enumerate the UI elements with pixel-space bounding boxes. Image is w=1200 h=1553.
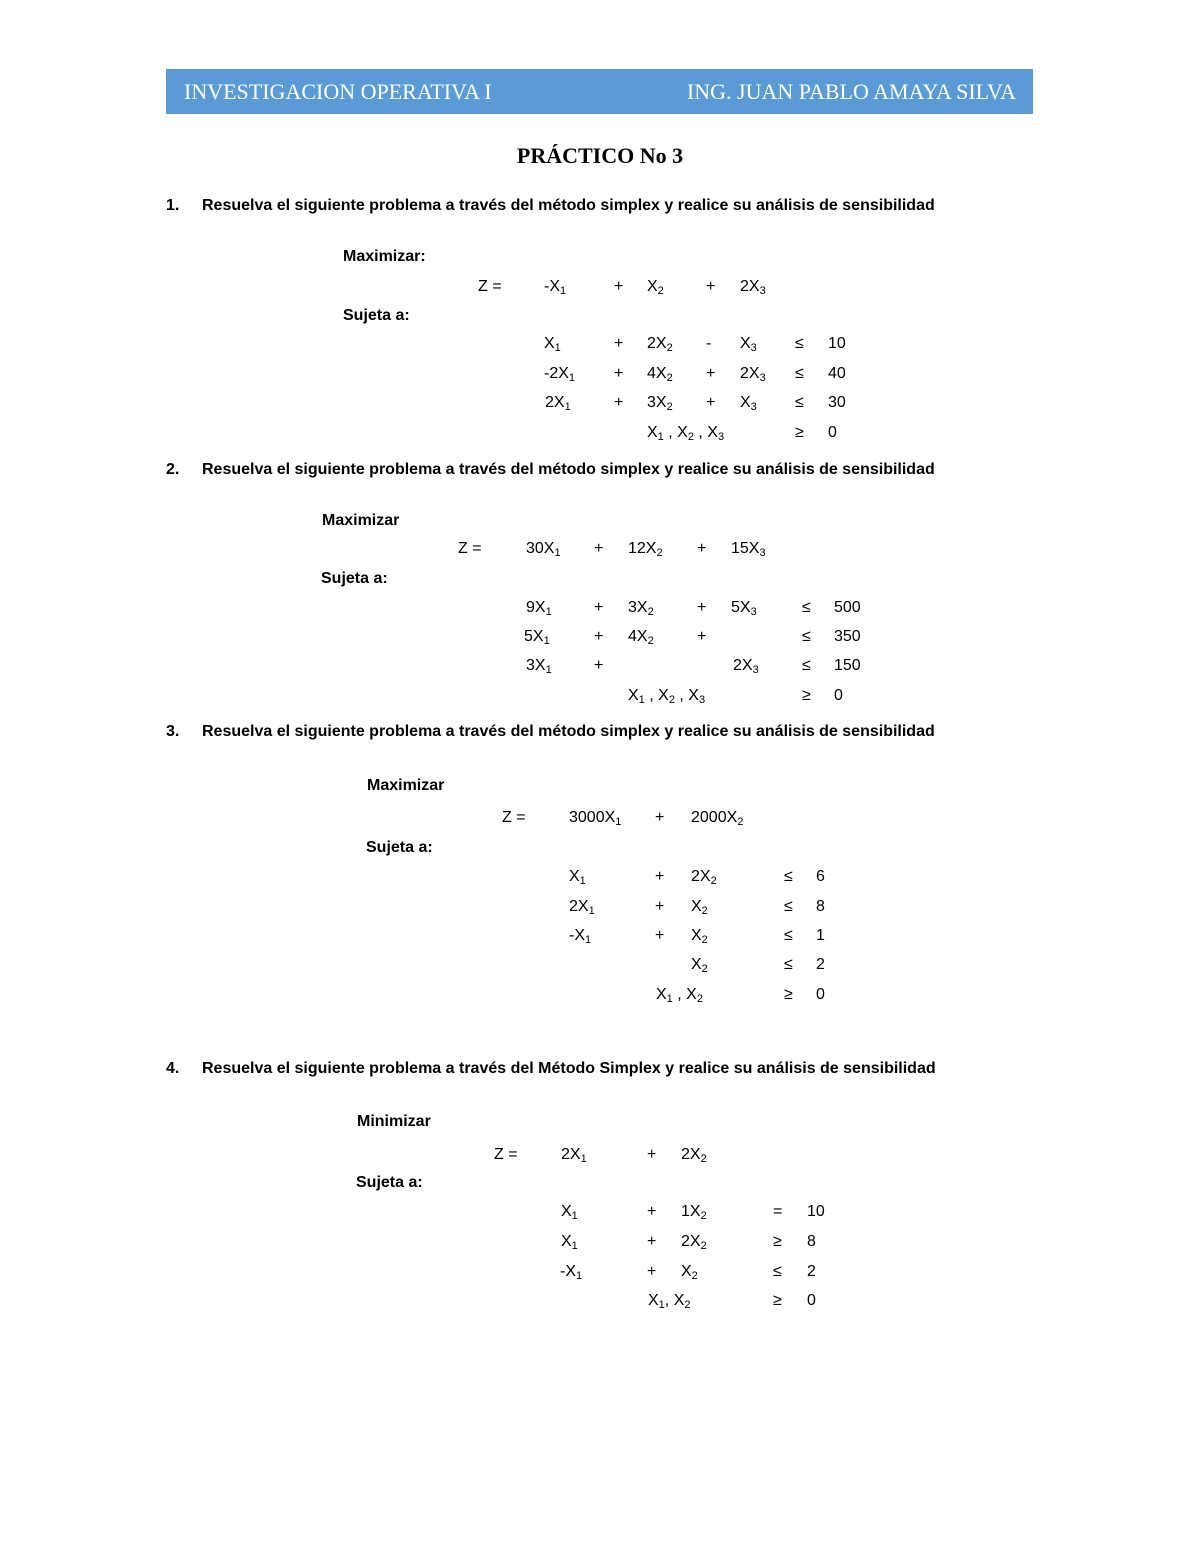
constraints-label: Sujeta a: bbox=[366, 839, 433, 856]
term: $2X_1$ bbox=[545, 394, 571, 413]
relation: ≤ bbox=[795, 394, 804, 411]
term: $5X_3$ bbox=[731, 599, 757, 618]
relation: ≤ bbox=[784, 898, 793, 915]
term: $2X_2$ bbox=[647, 335, 673, 354]
term: $X_2$ bbox=[647, 278, 664, 297]
course-title: INVESTIGACION OPERATIVA I bbox=[184, 79, 492, 104]
term: $4X_2$ bbox=[647, 365, 673, 384]
term: $2X_2$ bbox=[681, 1146, 707, 1165]
relation: ≥ bbox=[802, 687, 811, 704]
document-title: PRÁCTICO No 3 bbox=[516, 143, 684, 168]
operator: + bbox=[614, 394, 624, 411]
z-label: Z = bbox=[494, 1146, 518, 1163]
term: $-X_1$ bbox=[560, 1263, 583, 1282]
problem-number: 2. bbox=[166, 461, 180, 478]
operator: + bbox=[614, 335, 624, 352]
relation: ≤ bbox=[784, 956, 793, 973]
instructor-name: ING. JUAN PABLO AMAYA SILVA bbox=[686, 79, 1016, 104]
operator: + bbox=[594, 657, 604, 674]
rhs: 10 bbox=[807, 1203, 825, 1220]
operator: + bbox=[706, 278, 716, 295]
term: $2X_1$ bbox=[561, 1146, 587, 1165]
term: $X_2$ bbox=[691, 927, 708, 946]
rhs: 10 bbox=[828, 335, 846, 352]
relation: ≤ bbox=[795, 335, 804, 352]
problem-number: 1. bbox=[166, 197, 180, 214]
relation: ≥ bbox=[773, 1292, 782, 1309]
operator: + bbox=[594, 628, 604, 645]
term: $2X_2$ bbox=[691, 868, 717, 887]
operator: + bbox=[647, 1146, 657, 1163]
relation: ≥ bbox=[773, 1233, 782, 1250]
term: $X_2$ bbox=[691, 898, 708, 917]
rhs: 1 bbox=[816, 927, 825, 944]
rhs: 40 bbox=[828, 365, 846, 382]
rhs: 6 bbox=[816, 868, 825, 885]
relation: ≤ bbox=[784, 927, 793, 944]
rhs: 500 bbox=[834, 599, 861, 616]
nonnegativity-vars: $X_1$ , $X_2$ bbox=[656, 986, 703, 1005]
problem-statement: Resuelva el siguiente problema a través del método simplex y realice su análisis de sensibilidad bbox=[202, 723, 935, 740]
operator: + bbox=[614, 278, 624, 295]
operator: + bbox=[706, 365, 716, 382]
objective-label: Maximizar bbox=[322, 512, 400, 529]
rhs: 2 bbox=[807, 1263, 816, 1280]
nonnegativity-vars: $X_1$ , $X_2$ , $X_3$ bbox=[628, 687, 706, 706]
operator: + bbox=[697, 628, 707, 645]
rhs: 0 bbox=[828, 424, 837, 441]
rhs: 8 bbox=[816, 898, 825, 915]
nonnegativity-vars: $X_1$ , $X_2$ , $X_3$ bbox=[647, 424, 725, 443]
relation: ≤ bbox=[802, 599, 811, 616]
relation: ≤ bbox=[802, 628, 811, 645]
problem-number: 3. bbox=[166, 723, 180, 740]
term: $3X_2$ bbox=[628, 599, 654, 618]
term: $2X_1$ bbox=[569, 898, 595, 917]
z-label: Z = bbox=[458, 540, 482, 557]
relation: ≤ bbox=[795, 365, 804, 382]
term: $2X_2$ bbox=[681, 1233, 707, 1252]
term: $-X_1$ bbox=[544, 278, 567, 297]
operator: + bbox=[614, 365, 624, 382]
operator: - bbox=[706, 335, 712, 352]
problem-number: 4. bbox=[166, 1060, 180, 1077]
term: $3000X_1$ bbox=[569, 809, 622, 828]
operator: + bbox=[594, 599, 604, 616]
term: $3X_2$ bbox=[647, 394, 673, 413]
rhs: 0 bbox=[816, 986, 825, 1003]
term: $9X_1$ bbox=[526, 599, 552, 618]
term: $X_1$ bbox=[561, 1203, 578, 1222]
operator: + bbox=[706, 394, 716, 411]
term: $12X_2$ bbox=[628, 540, 663, 559]
term: $4X_2$ bbox=[628, 628, 654, 647]
constraints-label: Sujeta a: bbox=[343, 307, 410, 324]
operator: + bbox=[647, 1233, 657, 1250]
term: $2X_3$ bbox=[740, 278, 766, 297]
page-header bbox=[166, 69, 1033, 114]
problem-statement: Resuelva el siguiente problema a través del método simplex y realice su análisis de sensibilidad bbox=[202, 197, 935, 214]
rhs: 0 bbox=[807, 1292, 816, 1309]
problem-statement: Resuelva el siguiente problema a través del método simplex y realice su análisis de sensibilidad bbox=[202, 461, 935, 478]
term: $X_2$ bbox=[681, 1263, 698, 1282]
objective-label: Minimizar bbox=[357, 1113, 431, 1130]
rhs: 150 bbox=[834, 657, 861, 674]
relation: ≥ bbox=[784, 986, 793, 1003]
term: $X_1$ bbox=[561, 1233, 578, 1252]
term: $15X_3$ bbox=[731, 540, 766, 559]
relation: = bbox=[773, 1203, 783, 1220]
operator: + bbox=[655, 898, 665, 915]
term: $2000X_2$ bbox=[691, 809, 744, 828]
term: $X_1$ bbox=[544, 335, 561, 354]
relation: ≥ bbox=[795, 424, 804, 441]
z-label: Z = bbox=[478, 278, 502, 295]
operator: + bbox=[647, 1203, 657, 1220]
relation: ≤ bbox=[784, 868, 793, 885]
operator: + bbox=[655, 868, 665, 885]
term: $X_3$ bbox=[740, 394, 757, 413]
rhs: 2 bbox=[816, 956, 825, 973]
z-label: Z = bbox=[502, 809, 526, 826]
operator: + bbox=[594, 540, 604, 557]
term: $3X_1$ bbox=[526, 657, 552, 676]
problem-statement: Resuelva el siguiente problema a través del Método Simplex y realice su análisis de sensibilidad bbox=[202, 1060, 936, 1077]
term: $2X_3$ bbox=[733, 657, 759, 676]
term: $30X_1$ bbox=[526, 540, 561, 559]
term: $5X_1$ bbox=[524, 628, 550, 647]
operator: + bbox=[655, 927, 665, 944]
objective-label: Maximizar: bbox=[343, 248, 426, 265]
term: $X_1$ bbox=[569, 868, 586, 887]
term: $2X_3$ bbox=[740, 365, 766, 384]
operator: + bbox=[647, 1263, 657, 1280]
term: $1X_2$ bbox=[681, 1203, 707, 1222]
objective-label: Maximizar bbox=[367, 777, 445, 794]
rhs: 350 bbox=[834, 628, 861, 645]
rhs: 8 bbox=[807, 1233, 816, 1250]
term: $X_3$ bbox=[740, 335, 757, 354]
constraints-label: Sujeta a: bbox=[356, 1174, 423, 1191]
nonnegativity-vars: $X_1$, $X_2$ bbox=[648, 1292, 691, 1311]
operator: + bbox=[655, 809, 665, 826]
rhs: 0 bbox=[834, 687, 843, 704]
constraints-label: Sujeta a: bbox=[321, 570, 388, 587]
term: $-2X_1$ bbox=[544, 365, 576, 384]
relation: ≤ bbox=[773, 1263, 782, 1280]
rhs: 30 bbox=[828, 394, 846, 411]
term: $X_2$ bbox=[691, 956, 708, 975]
operator: + bbox=[697, 599, 707, 616]
operator: + bbox=[697, 540, 707, 557]
relation: ≤ bbox=[802, 657, 811, 674]
term: $-X_1$ bbox=[569, 927, 592, 946]
